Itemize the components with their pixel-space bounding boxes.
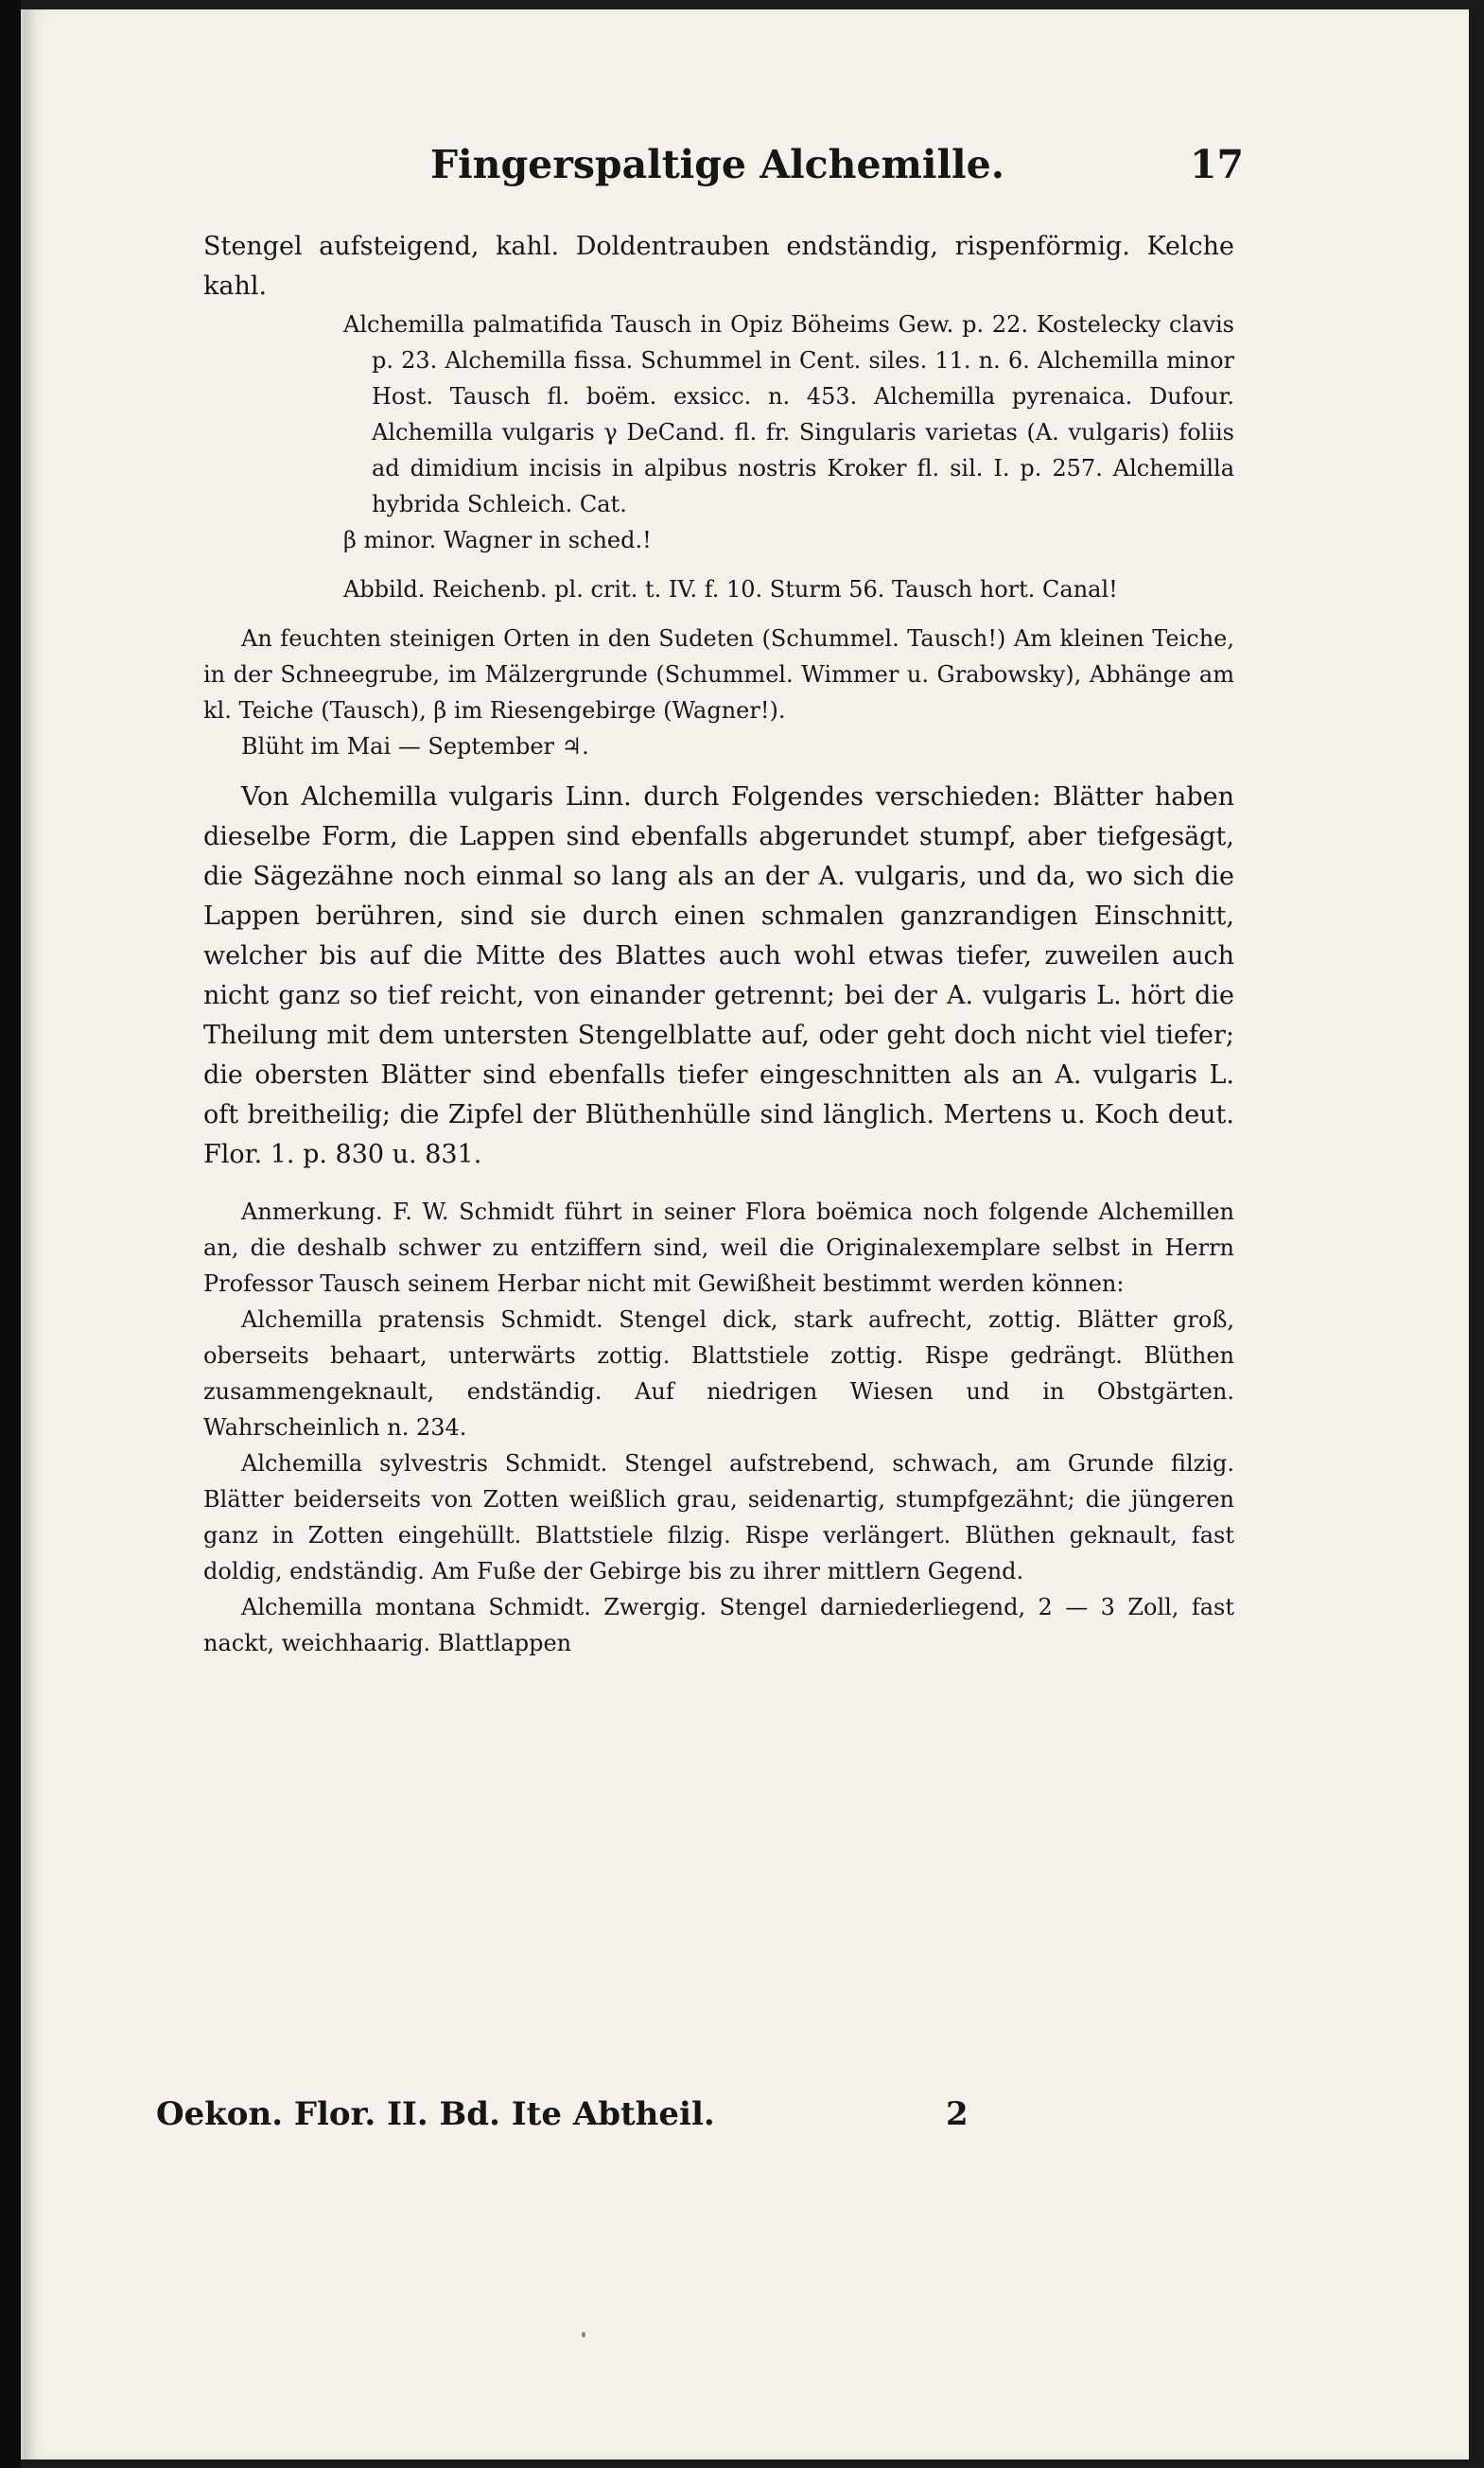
synonym-block xyxy=(203,306,1234,607)
signature-line: Oekon. Flor. II. Bd. Ite Abtheil. xyxy=(156,2095,715,2133)
paragraph-intro: Stengel aufsteigend, kahl. Doldentrauben endständig, rispenförmig. Kelche kahl. xyxy=(203,232,1234,301)
book-page xyxy=(21,9,1469,2459)
entry-pratensis: Alchemilla pratensis Schmidt. Stengel dick, stark aufrecht, zottig. Blätter groß, oberseits behaart, unterwärts zottig. Blattstiele zottig. Rispe gedrängt. Blüthen zusammengeknault, endständig. Auf niedrigen Wiesen und in Obstgärten. Wahrscheinlich n. 234. xyxy=(203,1306,1234,1441)
sheet-mark: 2 xyxy=(946,2095,969,2133)
running-title: Fingerspaltige Alchemille. xyxy=(430,142,1004,187)
paragraph-comparison: Von Alchemilla vulgaris Linn. durch Folgendes verschieden: Blätter haben dieselbe Form, die Lappen sind ebenfalls abgerundet stumpf, aber tiefgesägt, die Sägezähne noch einmal so lang als an der A. vulgaris, und da, wo sich die Lappen berühren, sind sie durch einen schmalen ganzrandigen Einschnitt, welcher bis auf die Mitte des Blattes auch wohl etwas tiefer, zuweilen auch nicht ganz so tief reicht, von einander getrennt; bei der A. vulgaris L. hört die Theilung mit dem untersten Stengelblatte auf, oder geht doch nicht viel tiefer; die obersten Blätter sind ebenfalls tiefer eingeschnitten als an A. vulgaris L. oft breitheilig; die Zipfel der Blüthenhülle sind länglich. Mertens u. Koch deut. Flor. 1. p. 830 u. 831. xyxy=(203,782,1234,1169)
page-header xyxy=(213,142,1244,199)
page-body xyxy=(203,227,1234,1661)
paper-speck xyxy=(582,2332,585,2337)
paragraph-flowering: Blüht im Mai — September ♃. xyxy=(241,733,589,760)
page-footer xyxy=(156,2095,1234,2143)
paragraph-habitat: An feuchten steinigen Orten in den Sudeten (Schummel. Tausch!) Am kleinen Teiche, in der Schneegrube, im Mälzergrunde (Schummel. Wimmer u. Grabowsky), Abhänge am kl. Teiche (Tausch), β im Riesengebirge (Wagner!). xyxy=(203,625,1234,724)
paragraph-remark: Anmerkung. F. W. Schmidt führt in seiner Flora boëmica noch folgende Alchemillen an, die deshalb schwer zu entziffern sind, weil die Originalexemplare selbst in Herrn Professor Tausch seinem Herbar nicht mit Gewißheit bestimmt werden können: xyxy=(203,1199,1234,1297)
scan-left-edge xyxy=(0,0,21,2468)
entry-sylvestris: Alchemilla sylvestris Schmidt. Stengel aufstrebend, schwach, am Grunde filzig. Blätter beiderseits von Zotten weißlich grau, seidenartig, stumpfgezähnt; die jüngeren ganz in Zotten eingehüllt. Blattstiele filzig. Rispe verlängert. Blüthen geknault, fast doldig, endständig. Am Fuße der Gebirge bis zu ihrer mittlern Gegend. xyxy=(203,1450,1234,1584)
entry-montana: Alchemilla montana Schmidt. Zwergig. Stengel darniederliegend, 2 — 3 Zoll, fast nackt, weichhaarig. Blattlappen xyxy=(203,1594,1234,1656)
paragraph-illustrations: Abbild. Reichenb. pl. crit. t. IV. f. 10. Sturm 56. Tausch hort. Canal! xyxy=(343,576,1118,603)
paragraph-synonyms: Alchemilla palmatifida Tausch in Opiz Böheims Gew. p. 22. Kostelecky clavis p. 23. Alchemilla fissa. Schummel in Cent. siles. 11. n. 6. Alchemilla minor Host. Tausch fl. boëm. exsicc. n. 453. Alchemilla pyrenaica. Dufour. Alchemilla vulgaris γ DeCand. fl. fr. Singularis varietas (A. vulgaris) foliis ad dimidium incisis in alpibus nostris Kroker fl. sil. I. p. 257. Alchemilla hybrida Schleich. Cat. xyxy=(343,311,1234,517)
page-number: 17 xyxy=(1189,142,1244,187)
paragraph-beta-minor: β minor. Wagner in sched.! xyxy=(343,527,652,553)
